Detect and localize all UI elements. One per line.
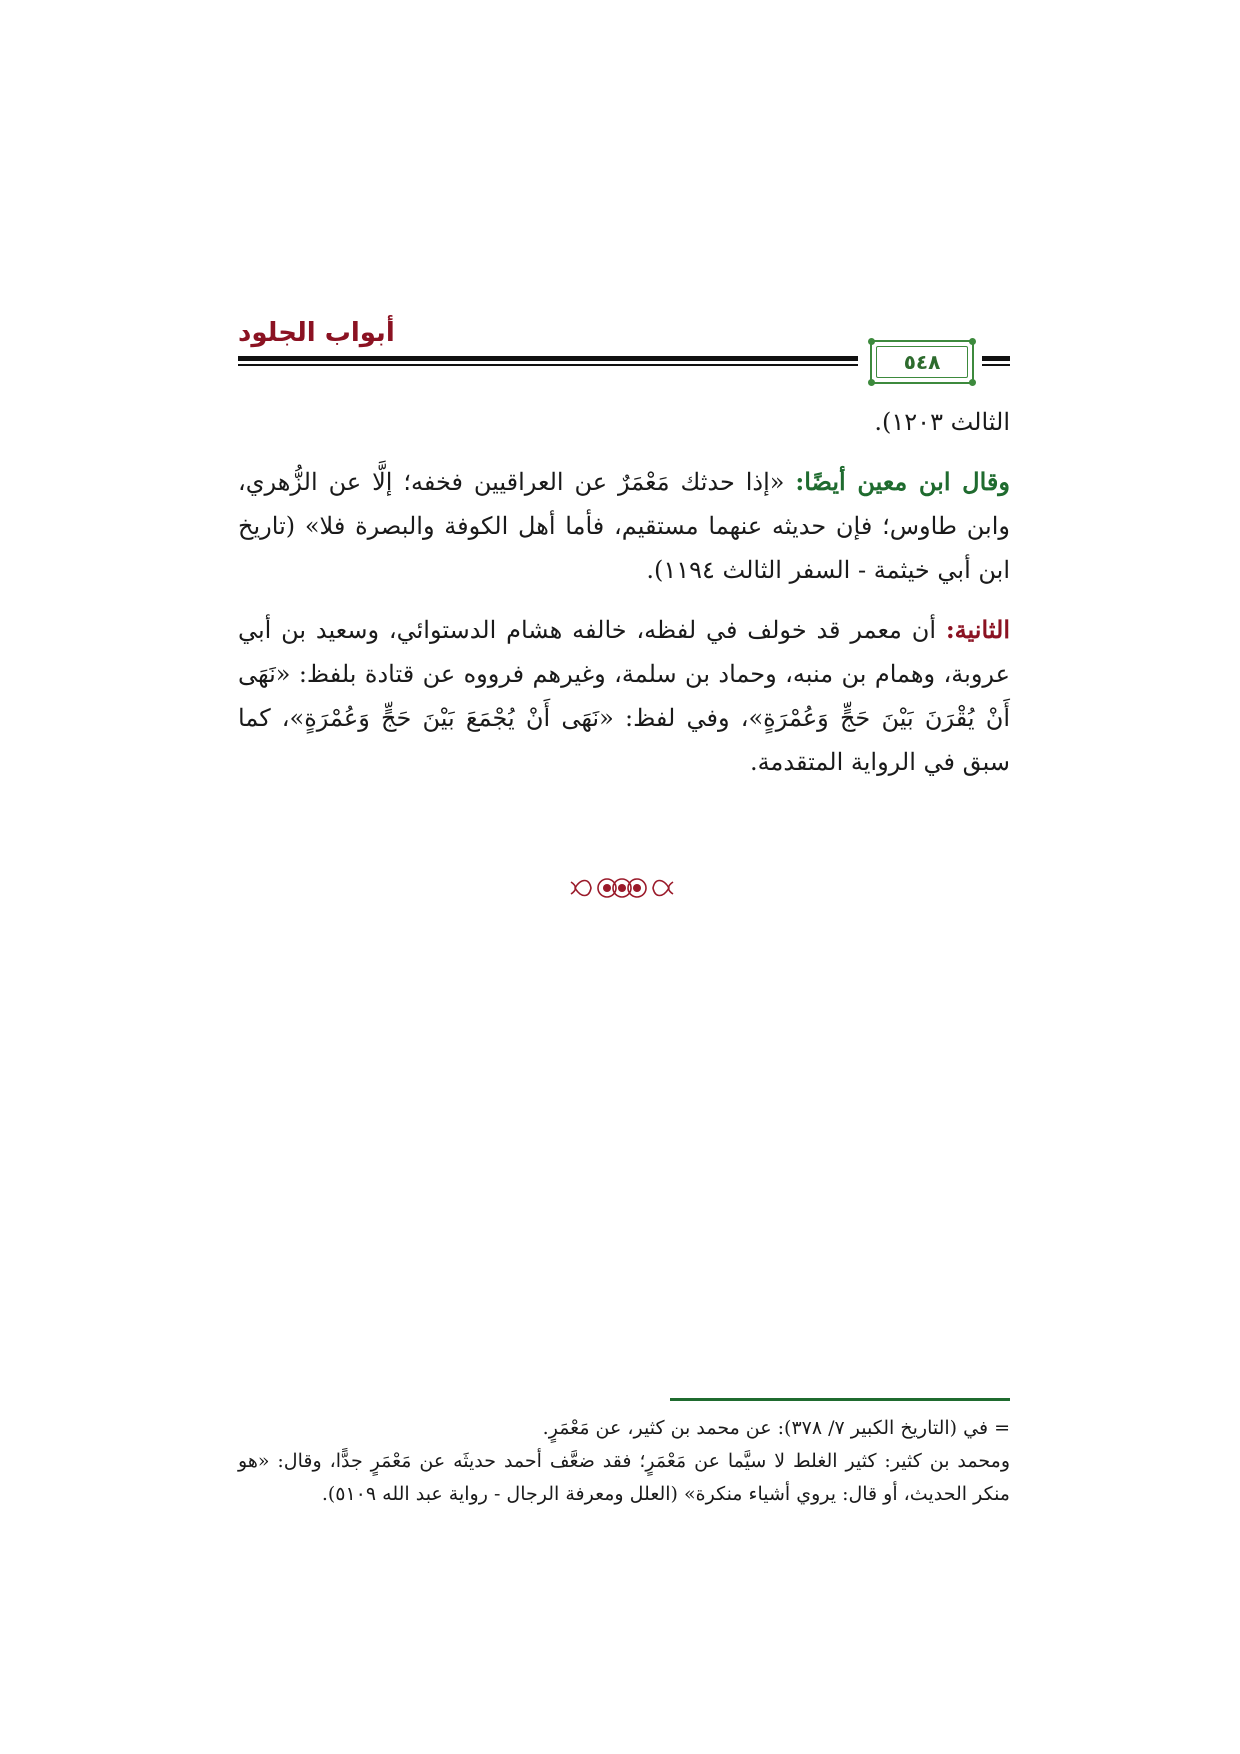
header-rule-short-thick: [982, 356, 1010, 361]
paragraph-lead: الثانية:: [945, 615, 1010, 644]
paragraph-continuation: الثالث ١٢٠٣).: [874, 408, 1010, 436]
footnote-separator: [670, 1398, 1010, 1401]
paragraph-text: أن معمر قد خولف في لفظه، خالفه هشام الدستوائي، وسعيد بن أبي عروبة، وهمام بن منبه، وحماد بن سلمة، وغيرهم فرووه عن قتادة بلفظ: «نَهَى أَنْ يُقْرَنَ بَيْنَ حَجٍّ وَعُمْرَةٍ»، وفي لفظ: «نَهَى أَنْ يُجْمَعَ بَيْنَ حَجٍّ وَعُمْرَةٍ»، كما سبق في الرواية المتقدمة.: [238, 616, 1010, 776]
header-rule-thick: [238, 356, 858, 361]
paragraph-ibn-maeen: [238, 460, 1010, 592]
page-number: ٥٤٨: [903, 350, 941, 374]
main-text: [238, 400, 1010, 800]
footnotes: [238, 1412, 1010, 1511]
paragraph-second-point: [238, 608, 1010, 784]
page-number-frame: [870, 340, 974, 384]
chapter-title: أبواب الجلود: [238, 318, 395, 348]
page-header: [238, 312, 1010, 392]
footnote-line: = في (التاريخ الكبير ٧/ ٣٧٨): عن محمد بن كثير، عن مَعْمَرٍ.: [542, 1417, 1010, 1439]
header-rule-thin: [238, 364, 858, 366]
floral-divider-icon: [567, 868, 677, 908]
footnote-line: ومحمد بن كثير: كثير الغلط لا سيَّما عن مَعْمَرٍ؛ فقد ضعَّف أحمد حديثَه عن مَعْمَرٍ جدًّا، وقال: «هو منكر الحديث، أو قال: يروي أشياء منكرة» (العلل ومعرفة الرجال - رواية عبد الله ٥١٠٩).: [238, 1450, 1010, 1505]
paragraph-lead: وقال ابن معين أيضًا:: [795, 467, 1010, 496]
paragraph-text: «إذا حدثك مَعْمَرٌ عن العراقيين فخفه؛ إلَّا عن الزُّهري، وابن طاوس؛ فإن حديثه عنهما مستقيم، فأما أهل الكوفة والبصرة فلا» (تاريخ ابن أبي خيثمة - السفر الثالث ١١٩٤).: [238, 468, 1010, 584]
header-rule-short-thin: [982, 364, 1010, 366]
